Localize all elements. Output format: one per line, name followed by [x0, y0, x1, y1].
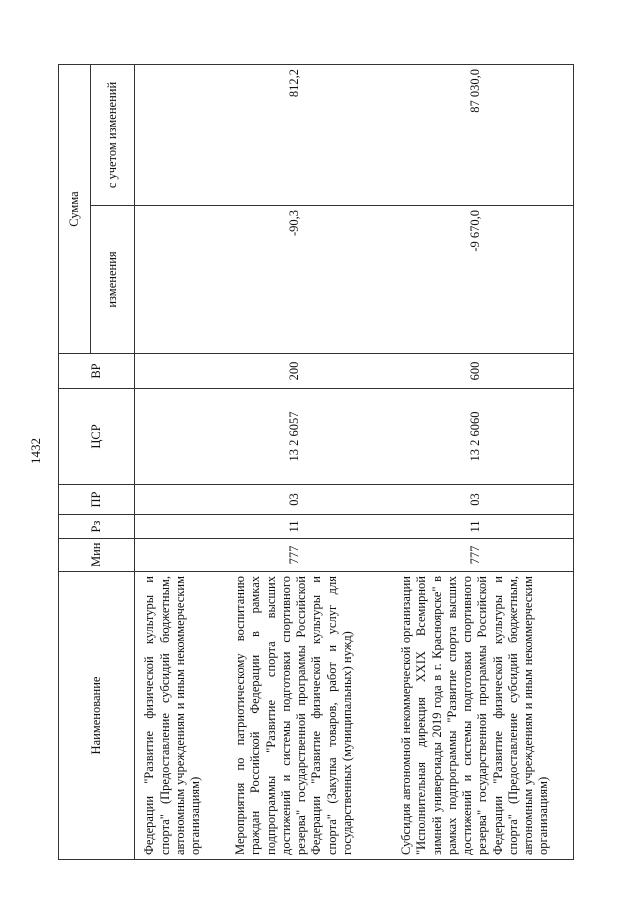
row-change	[135, 206, 211, 354]
row-total: 87 030,0	[378, 65, 574, 206]
header-s-uchetom: с учетом изменений	[91, 65, 135, 206]
row-vr: 600	[378, 354, 574, 389]
page-number: 1432	[28, 438, 43, 464]
row-rz: 11	[378, 515, 574, 539]
header-izmeneniya: изменения	[91, 206, 135, 354]
row-vr	[135, 354, 211, 389]
header-name: Наименование	[59, 572, 135, 860]
row-name: Федерации "Развитие физической культуры и спорта" (Предоставление субсидий бюджетным, автономным учреждениям и иным некоммерческим организациям)	[135, 572, 211, 860]
row-change: -90,3	[211, 206, 378, 354]
budget-table	[58, 64, 574, 860]
row-pr: 03	[211, 485, 378, 515]
row-min	[135, 539, 211, 572]
row-pr	[135, 485, 211, 515]
row-vr: 200	[211, 354, 378, 389]
header-rz: Рз	[59, 515, 135, 539]
header-pr: ПР	[59, 485, 135, 515]
header-csr: ЦСР	[59, 389, 135, 485]
row-total: 812,2	[211, 65, 378, 206]
row-name: Мероприятия по патриотическому воспитанию граждан Российской Федерации в рамках подпрограммы "Развитие спорта высших достижений и системы подготовки спортивного резерва" государственной программы Российской Федерации "Развитие физической культуры и спорта" (Закупка товаров, работ и услуг для государственных (муниципальных) нужд)	[211, 572, 378, 860]
row-name: Субсидия автономной некоммерческой организации "Исполнительная дирекция XXIX Всемирной зимней универсиады 2019 года в г. Красноярске" в рамках подпрограммы "Развитие спорта высших достижений и системы подготовки спортивного резерва" государственной программы Российской Федерации "Развитие физической культуры и спорта" (Предоставление субсидий бюджетным, автономным учреждениям и иным некоммерческим организациям)	[378, 572, 574, 860]
row-pr: 03	[378, 485, 574, 515]
table-row	[378, 65, 574, 860]
row-rz: 11	[211, 515, 378, 539]
row-rz	[135, 515, 211, 539]
row-min: 777	[378, 539, 574, 572]
header-vr: ВР	[59, 354, 135, 389]
row-csr: 13 2 6057	[211, 389, 378, 485]
row-change: -9 670,0	[378, 206, 574, 354]
row-total	[135, 65, 211, 206]
row-csr	[135, 389, 211, 485]
table-row	[135, 65, 211, 860]
table-row	[211, 65, 378, 860]
row-csr: 13 2 6060	[378, 389, 574, 485]
row-min: 777	[211, 539, 378, 572]
header-min: Мин	[59, 539, 135, 572]
header-summa: Сумма	[59, 65, 91, 354]
